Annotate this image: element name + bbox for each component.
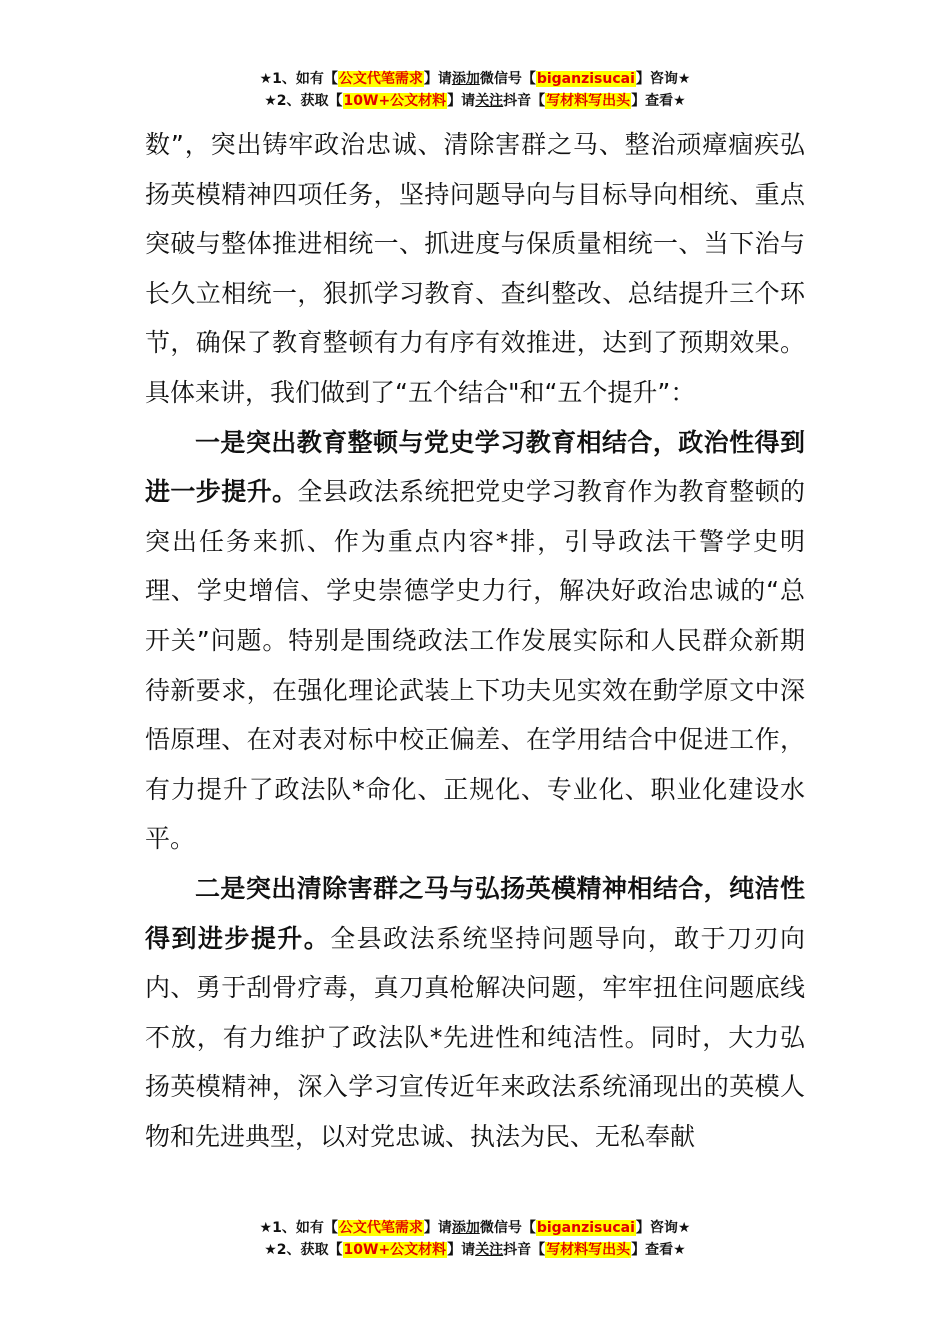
banner-text: 】请 bbox=[447, 1242, 476, 1258]
paragraph-2-heading: 一是突出教育整顿与党史学习教育相结合，政治性得到进一步提升。 bbox=[145, 427, 805, 507]
douyin-id-highlight: 写材料写出头 bbox=[546, 93, 631, 109]
underlined-text: 添加 bbox=[451, 1220, 480, 1236]
paragraph-2 bbox=[145, 418, 805, 864]
banner-line-2 bbox=[0, 90, 950, 112]
banner-text: ★2、获取【 bbox=[264, 1242, 343, 1258]
underlined-text: 添加 bbox=[451, 71, 480, 87]
paragraph-3 bbox=[145, 864, 805, 1162]
douyin-id-highlight: 写材料写出头 bbox=[546, 1242, 631, 1258]
header-banner bbox=[0, 68, 950, 112]
banner-text: 抖音【 bbox=[503, 93, 546, 109]
banner-text: 】咨询★ bbox=[635, 71, 691, 87]
paragraph-2-text: 全县政法系统把党史学习教育作为教育整顿的突出任务来抓、作为重点内容*排，引导政法干警学史明理、学史增信、学史崇德学史力行，解决好政治忠诚的“总开关”问题。特别是围绕政法工作发展实际和人民群众新期待新要求，在强化理论武装上下功夫见实效在動学原文中深悟原理、在对表对标中校正偏差、在学用结合中促进工作，有力提升了政法队*命化、正规化、专业化、职业化建设水平。 bbox=[145, 477, 805, 854]
highlight-text: 10W+公文材料 bbox=[343, 93, 447, 109]
banner-text: 】请 bbox=[423, 71, 452, 87]
highlight-text: 公文代笔需求 bbox=[338, 1220, 423, 1236]
banner-text: 抖音【 bbox=[503, 1242, 546, 1258]
banner-line-2 bbox=[0, 1239, 950, 1261]
banner-line-1 bbox=[0, 1217, 950, 1239]
paragraph-3-heading: 二是突出清除害群之马与弘扬英模精神相结合，纯洁性得到进步提升。 bbox=[145, 873, 805, 953]
underlined-text: 关注 bbox=[475, 93, 504, 109]
highlight-text: 公文代笔需求 bbox=[338, 71, 423, 87]
paragraph-3-text: 全县政法系统坚持问题导向，敢于刀刃向内、勇于刮骨疗毒，真刀真枪解决问题，牢牢扭住问题底线不放，有力维护了政法队*先进性和纯洁性。同时，大力弘扬英模精神，深入学习宣传近年来政法系统涌现出的英模人物和先进典型，以对党忠诚、执法为民、无私奉献 bbox=[145, 923, 805, 1151]
banner-text: 】请 bbox=[423, 1220, 452, 1236]
banner-text: ★2、获取【 bbox=[264, 93, 343, 109]
banner-text: 微信号【 bbox=[479, 71, 536, 87]
footer-banner bbox=[0, 1217, 950, 1261]
banner-text: ★1、如有【 bbox=[259, 71, 338, 87]
document-body bbox=[145, 120, 805, 1161]
banner-text: 】查看★ bbox=[631, 93, 686, 109]
banner-text: 】请 bbox=[447, 93, 476, 109]
paragraph-1: 数”，突出铸牢政治忠诚、清除害群之马、整治顽瘴痼疾弘扬英模精神四项任务，坚持问题导向与目标导向相统、重点突破与整体推进相统一、抓进度与保质量相统一、当下治与长久立相统一，狠抓学习教育、查纠整改、总结提升三个环节，确保了教育整顿有力有序有效推进，达到了预期效果。具体来讲，我们做到了“五个结合"和“五个提升”： bbox=[145, 130, 805, 407]
banner-text: 】咨询★ bbox=[635, 1220, 691, 1236]
banner-text: 微信号【 bbox=[479, 1220, 536, 1236]
wechat-id-highlight: biganzisucai bbox=[536, 71, 635, 87]
banner-line-1 bbox=[0, 68, 950, 90]
underlined-text: 关注 bbox=[475, 1242, 504, 1258]
highlight-text: 10W+公文材料 bbox=[343, 1242, 447, 1258]
banner-text: ★1、如有【 bbox=[259, 1220, 338, 1236]
banner-text: 】查看★ bbox=[631, 1242, 686, 1258]
wechat-id-highlight: biganzisucai bbox=[536, 1220, 635, 1236]
